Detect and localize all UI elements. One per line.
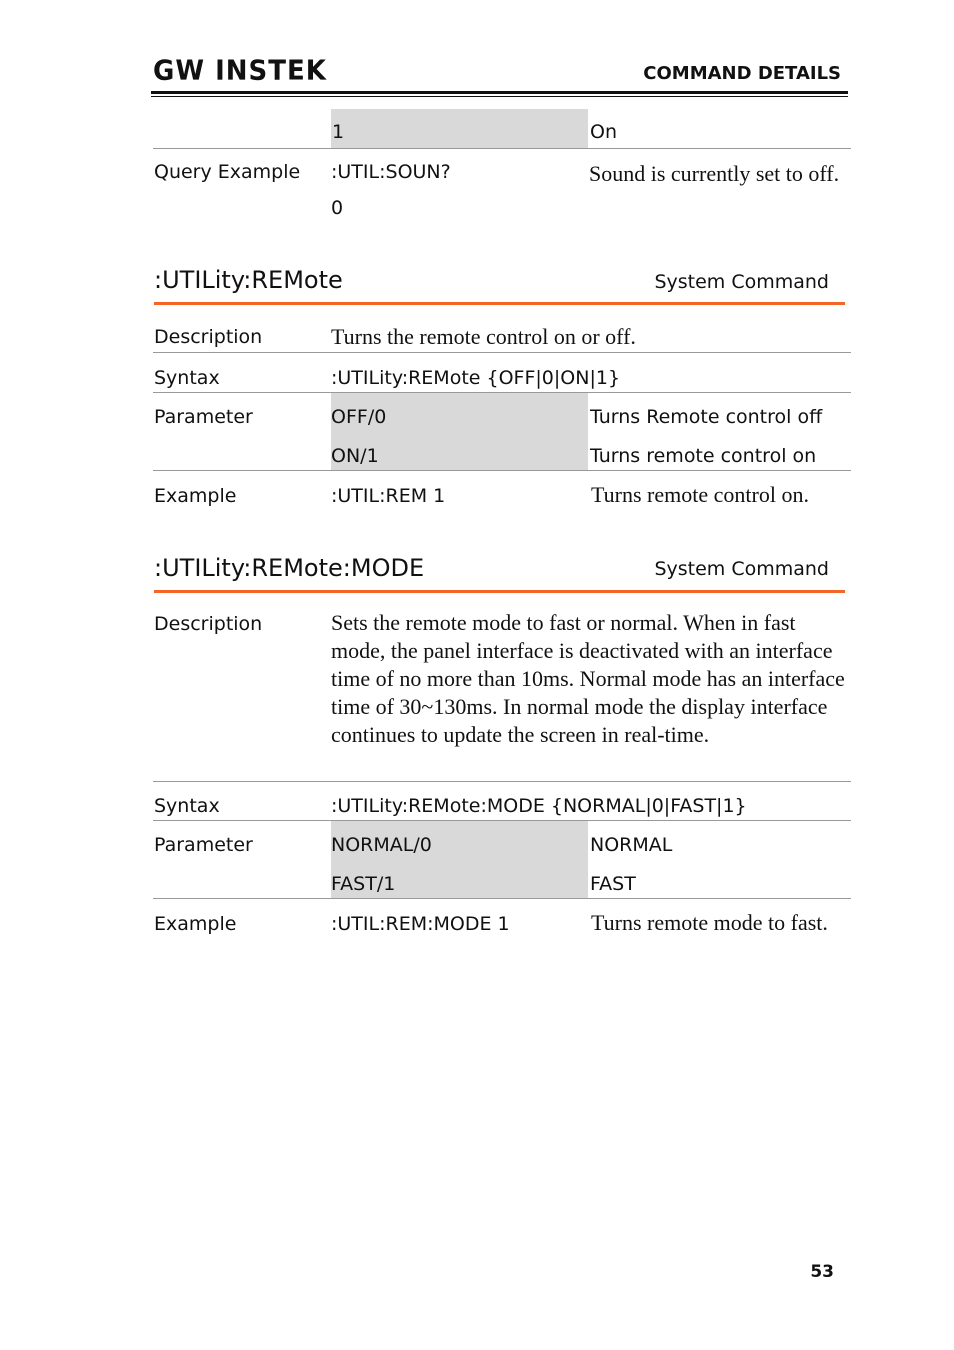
- description-text: Sets the remote mode to fast or normal. When in fast mode, the panel interface is deactivated with an interface time of no more than 10ms. Normal mode has an interface time of 30~130ms. In normal mode the display interface continues to update the screen in real-time.: [331, 610, 845, 747]
- param-value: 1: [332, 121, 345, 143]
- example-description: Turns remote control on.: [591, 482, 809, 507]
- param-value: NORMAL/0: [331, 834, 432, 856]
- syntax-text: :UTILity:REMote {OFF|0|ON|1}: [331, 367, 621, 389]
- query-description: Sound is currently set to off.: [589, 161, 840, 186]
- row-divider: [153, 470, 851, 471]
- syntax-label: Syntax: [154, 367, 220, 389]
- parameter-label: Parameter: [154, 406, 253, 428]
- param-meaning: Turns Remote control off: [590, 406, 823, 428]
- example-command: :UTIL:REM 1: [331, 485, 446, 507]
- param-meaning: On: [590, 121, 617, 143]
- row-divider: [153, 898, 851, 899]
- param-shade: [331, 109, 588, 148]
- description-text: Turns the remote control on or off.: [331, 324, 636, 349]
- param-value: FAST/1: [331, 873, 396, 895]
- section-title-remote: :UTILity:REMote: [154, 266, 343, 294]
- param-value: ON/1: [331, 445, 379, 467]
- parameter-label: Parameter: [154, 834, 253, 856]
- example-label: Example: [154, 485, 237, 507]
- header-divider-thin: [151, 96, 848, 97]
- query-response: 0: [331, 197, 344, 219]
- example-description: Turns remote mode to fast.: [591, 910, 828, 935]
- page-number: 53: [810, 1262, 834, 1282]
- section-type-remote: System Command: [654, 271, 829, 293]
- query-example-label: Query Example: [154, 161, 301, 183]
- param-meaning: NORMAL: [590, 834, 673, 856]
- header-section-title: COMMAND DETAILS: [643, 63, 841, 84]
- section-title-remote-mode: :UTILity:REMote:MODE: [154, 554, 425, 582]
- row-divider: [153, 352, 851, 353]
- row-divider: [153, 148, 851, 149]
- param-meaning: FAST: [590, 873, 636, 895]
- header-divider: [151, 91, 848, 94]
- section-underline: [154, 302, 845, 305]
- syntax-label: Syntax: [154, 795, 220, 817]
- section-type-remote-mode: System Command: [654, 558, 829, 580]
- brand-logo: GW INSTEK: [153, 55, 327, 87]
- param-meaning: Turns remote control on: [590, 445, 817, 467]
- query-command: :UTIL:SOUN?: [331, 161, 451, 183]
- section-underline: [154, 590, 845, 593]
- description-label: Description: [154, 613, 263, 635]
- description-label: Description: [154, 326, 263, 348]
- param-value: OFF/0: [331, 406, 387, 428]
- row-divider: [153, 781, 851, 782]
- syntax-text: :UTILity:REMote:MODE {NORMAL|0|FAST|1}: [331, 795, 747, 817]
- example-command: :UTIL:REM:MODE 1: [331, 913, 510, 935]
- example-label: Example: [154, 913, 237, 935]
